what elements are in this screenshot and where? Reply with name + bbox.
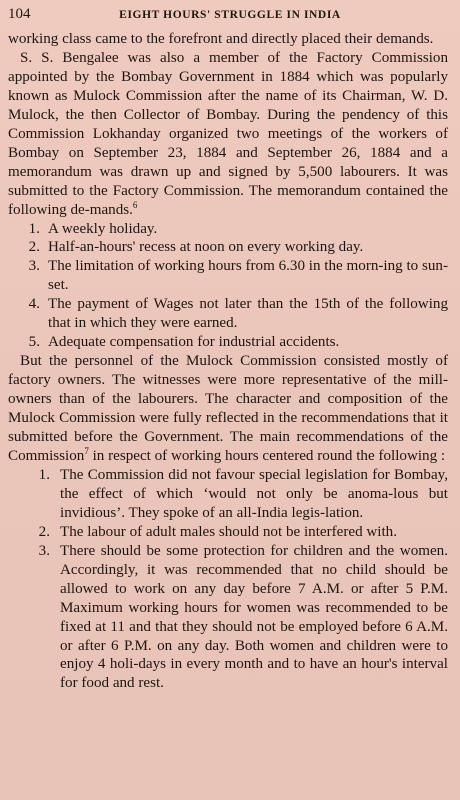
footnote-marker: 7: [84, 445, 89, 456]
list-item-number: 5.: [28, 334, 40, 351]
list-item-number: 1.: [28, 220, 40, 237]
list-item: [8, 542, 448, 694]
list-item-text: The payment of Wages not later than the 15th of the following that in which they were earned.: [48, 296, 448, 332]
paragraph-text: in respect of working hours centered round the following :: [88, 447, 446, 464]
page-number: 104: [8, 6, 31, 22]
paragraph-continued: working class came to the forefront and directly placed their demands.: [8, 31, 434, 47]
list-item: [8, 238, 448, 257]
list-item-number: 2.: [38, 523, 50, 540]
demands-list: [8, 220, 448, 353]
list-item: [8, 257, 448, 295]
list-item-number: 3.: [28, 258, 40, 275]
list-item: [8, 295, 448, 333]
paragraph-text: But the personnel of the Mulock Commission consisted mostly of factory owners. The witnesses were more representative of the mill-owners than of the labourers. The character and composition of the Mulock Commission were fully reflected in the recommendations that it submitted before the Government. The main recommendations of the Commission: [8, 353, 448, 464]
paragraph-mulock: [8, 352, 448, 466]
running-head: EIGHT HOURS' STRUGGLE IN INDIA: [119, 9, 341, 21]
list-item-text: The labour of adult males should not be interfered with.: [60, 523, 398, 540]
recommendations-list: [8, 466, 448, 693]
page-header: [8, 6, 448, 28]
list-item-text: Half-an-hours' recess at noon on every working day.: [48, 239, 364, 256]
list-item-number: 4.: [28, 296, 40, 313]
list-item-number: 2.: [28, 239, 40, 256]
list-item-text: The limitation of working hours from 6.30 in the morn-ing to sun-set.: [48, 258, 448, 294]
list-item: [8, 523, 448, 542]
list-item-text: There should be some protection for children and the women. Accordingly, it was recommended that no child should be allowed to work on any day before 7 A.M. or after 5 P.M. Maximum working hours for women was recommended to be fixed at 11 and that they should not be employed before 6 A.M. or after 6 P.M. on any day. Both women and children were to enjoy 4 holi-days in every month and to have an hour's interval for food and rest.: [60, 542, 448, 692]
page-body: [8, 30, 448, 693]
list-item: [8, 466, 448, 523]
list-item-text: A weekly holiday.: [48, 220, 158, 237]
list-item-text: The Commission did not favour special legislation for Bombay, the effect of which ‘would not only be anoma-lous but invidious’. They spoke of an all-India legis-lation.: [60, 466, 448, 521]
list-item-text: Adequate compensation for industrial accidents.: [48, 334, 340, 351]
list-item: [8, 333, 448, 352]
list-item-number: 1.: [38, 466, 50, 483]
list-item-number: 3.: [38, 542, 50, 559]
paragraph-bengalee: [8, 49, 448, 220]
footnote-marker: 6: [132, 199, 138, 210]
list-item: [8, 220, 448, 239]
paragraph-text: S. S. Bengalee was also a member of the Factory Commission appointed by the Bombay Government in 1884 which was popularly known as Mulock Commission after the name of its Chairman, W. D. Mulock, the then Collector of Bombay. During the pendency of this Commission Lokhanday organized two meetings of the workers of Bombay on September 23, 1884 and September 26, 1884 and a memorandum was drawn up and signed by 5,500 labourers. It was submitted to the Factory Commission. The memorandum contained the following de-mands.: [8, 49, 448, 218]
